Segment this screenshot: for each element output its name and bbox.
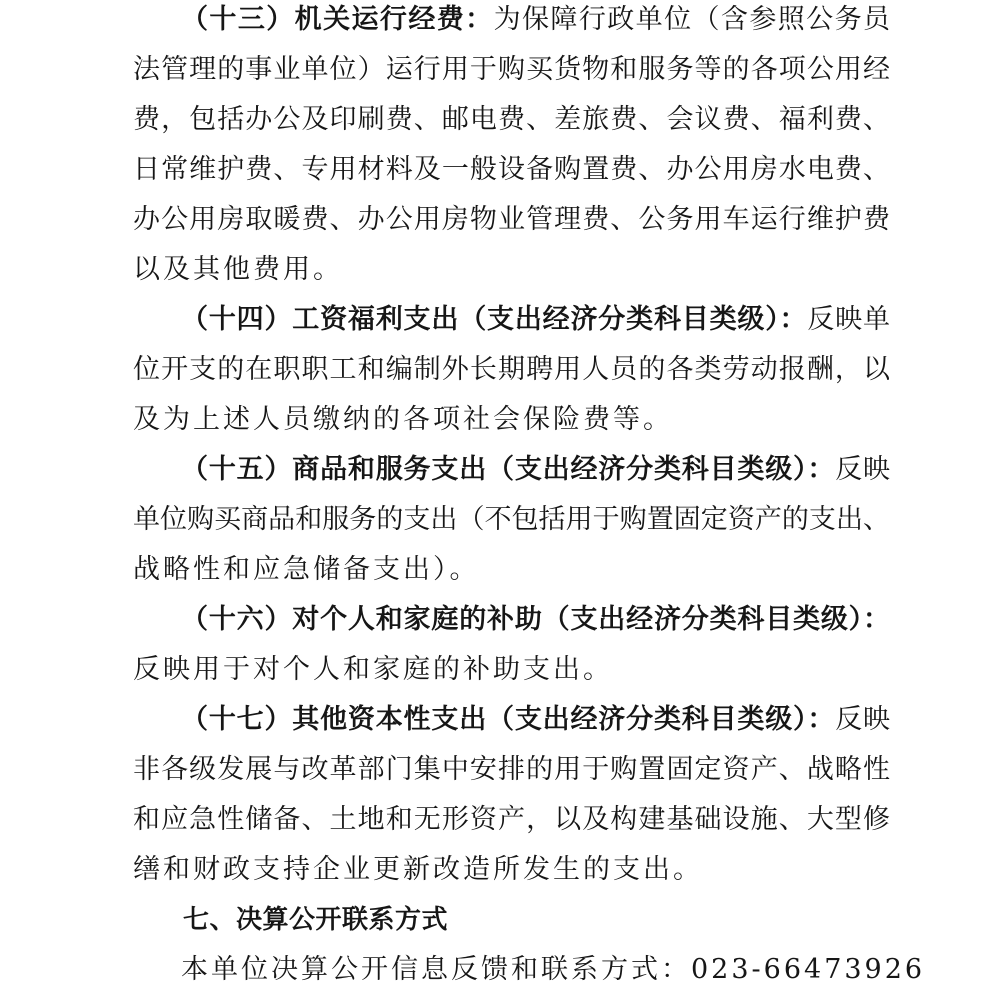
contact-line	[133, 945, 926, 995]
line-text: 单位购买商品和服务的支出（不包括用于购置固定资产的支出、	[133, 504, 890, 535]
text-line	[133, 845, 890, 895]
text-line	[133, 295, 890, 345]
line-text: 战略性和应急储备支出）。	[133, 554, 480, 585]
text-line	[133, 545, 890, 595]
text-line	[133, 795, 890, 845]
line-text: 法管理的事业单位）运行用于购买货物和服务等的各项公用经	[133, 54, 890, 85]
line-text: 反映	[835, 704, 890, 735]
text-line	[133, 645, 890, 695]
line-text: 及为上述人员缴纳的各项社会保险费等。	[133, 404, 673, 435]
text-line	[133, 245, 890, 295]
line-text: 以及其他费用。	[133, 254, 343, 285]
text-line	[133, 745, 890, 795]
line-text: 反映单	[807, 304, 890, 335]
line-text: 非各级发展与改革部门集中安排的用于购置固定资产、战略性	[133, 754, 890, 785]
text-line	[133, 345, 890, 395]
text-line	[133, 595, 890, 645]
line-text: 为保障行政单位（含参照公务员	[493, 4, 890, 35]
document-page	[133, 0, 926, 995]
section-heading	[133, 895, 890, 945]
term-lead: （十五）商品和服务支出（支出经济分类科目类级）：	[181, 454, 836, 485]
text-line	[133, 45, 890, 95]
text-line	[133, 95, 890, 145]
line-text: 和应急性储备、土地和无形资产，以及构建基础设施、大型修	[133, 804, 890, 835]
text-line	[133, 145, 890, 195]
line-text: 费，包括办公及印刷费、邮电费、差旅费、会议费、福利费、	[133, 104, 890, 135]
text-line	[133, 695, 890, 745]
text-line	[133, 395, 890, 445]
line-text: 日常维护费、专用材料及一般设备购置费、办公用房水电费、	[133, 154, 890, 185]
text-line	[133, 495, 890, 545]
term-lead: （十六）对个人和家庭的补助（支出经济分类科目类级）：	[181, 604, 890, 635]
line-text: 办公用房取暖费、办公用房物业管理费、公务用车运行维护费	[133, 204, 890, 235]
text-line	[133, 445, 890, 495]
line-text: 缮和财政支持企业更新改造所发生的支出。	[133, 854, 703, 885]
term-lead: （十四）工资福利支出（支出经济分类科目类级）：	[181, 304, 808, 335]
line-text: 反映	[835, 454, 890, 485]
line-text: 位开支的在职职工和编制外长期聘用人员的各类劳动报酬，以	[133, 354, 890, 385]
line-text: 本单位决算公开信息反馈和联系方式：023-66473926	[181, 954, 926, 985]
text-line	[133, 195, 890, 245]
term-lead: （十七）其他资本性支出（支出经济分类科目类级）：	[181, 704, 836, 735]
section-heading-label: 七、决算公开联系方式	[183, 905, 449, 935]
line-text: 反映用于对个人和家庭的补助支出。	[133, 654, 613, 685]
text-line	[133, 0, 890, 45]
term-lead: （十三）机关运行经费：	[181, 4, 494, 35]
